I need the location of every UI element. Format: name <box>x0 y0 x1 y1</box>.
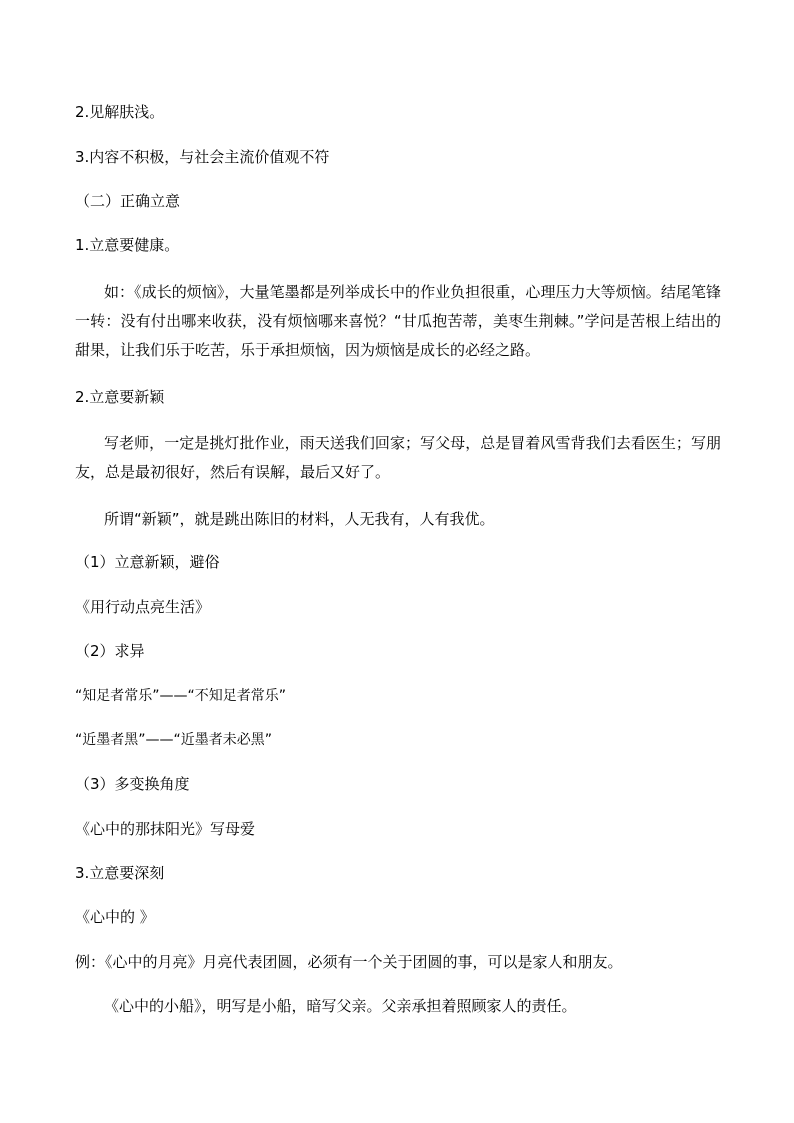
text-line-6: 2.立意要新颖 <box>75 388 165 406</box>
paragraph-example-1: 如：《成长的烦恼》，大量笔墨都是列举成长中的作业负担很重，心理压力大等烦恼。结尾笔锋一转：没有付出哪来收获，没有烦恼哪来喜悦？“甘瓜抱苦蒂，美枣生荆棘。”学问是苦根上结出的甜果，让我们乐于吃苦，乐于承担烦恼，因为烦恼是成长的必经之路。 <box>75 283 721 359</box>
text-line-19: 《心中的小船》，明写是小船，暗写父亲。父亲承担着照顾家人的责任。 <box>104 997 577 1015</box>
text-line-11: （2）求异 <box>75 642 145 660</box>
text-line-14: （3）多变换角度 <box>75 775 190 793</box>
text-line-9: （1）立意新颖，避俗 <box>75 553 220 571</box>
section-heading: （二）正确立意 <box>75 192 181 210</box>
text-line-16: 3.立意要深刻 <box>75 864 165 882</box>
text-line-17: 《心中的 》 <box>75 908 155 926</box>
paragraph-example-2: 写老师，一定是挑灯批作业，雨天送我们回家；写父母，总是冒着风雪背我们去看医生；写朋友，总是最初很好，然后有误解，最后又好了。 <box>75 434 721 481</box>
text-line-1: 2.见解肤浅。 <box>75 103 165 121</box>
text-line-12: “知足者常乐”——“不知足者常乐” <box>75 688 287 704</box>
text-line-2: 3.内容不积极，与社会主流价值观不符 <box>75 148 330 166</box>
text-line-10: 《用行动点亮生活》 <box>75 598 211 616</box>
text-line-4: 1.立意要健康。 <box>75 236 180 254</box>
text-line-18: 例：《心中的月亮》月亮代表团圆，必须有一个关于团圆的事，可以是家人和朋友。 <box>75 953 623 971</box>
text-line-13: “近墨者黑”——“近墨者未必黑” <box>75 732 273 748</box>
text-line-8: 所谓“新颖”，就是跳出陈旧的材料，人无我有，人有我优。 <box>104 510 495 528</box>
text-line-15: 《心中的那抹阳光》写母爱 <box>75 820 256 838</box>
